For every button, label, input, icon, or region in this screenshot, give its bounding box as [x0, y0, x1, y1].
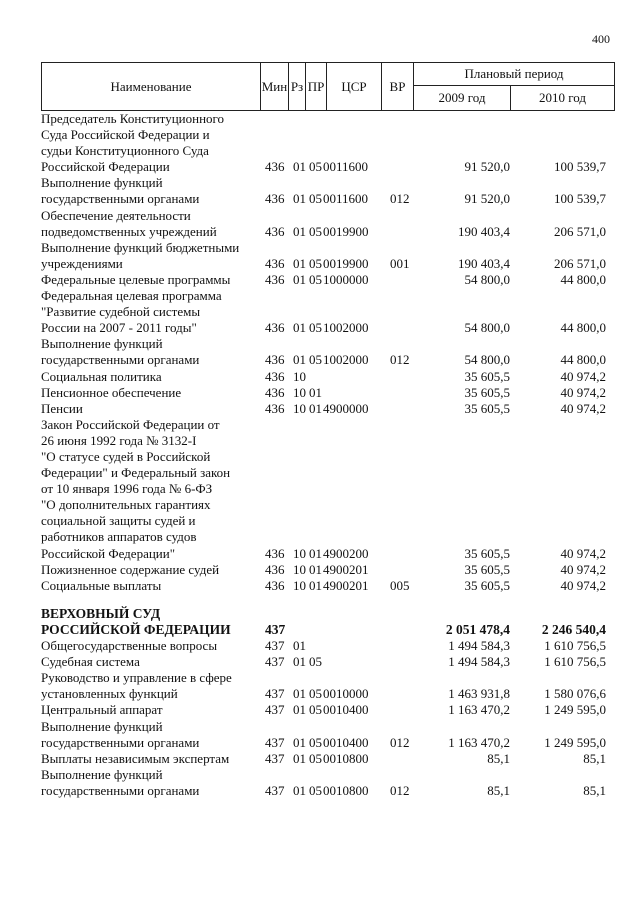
row-min: 436 — [265, 384, 285, 400]
row-name-line: государственными органами — [41, 734, 200, 750]
row-amount-2010: 40 974,2 — [560, 561, 606, 577]
row-min: 437 — [265, 782, 285, 798]
table-row — [0, 417, 640, 562]
row-rz: 01 — [293, 734, 306, 750]
table-row — [0, 401, 640, 417]
row-amount-2009: 35 605,5 — [464, 384, 510, 400]
row-name — [41, 175, 265, 207]
row-csr: 4900200 — [323, 545, 369, 561]
row-amount-2010: 100 539,7 — [554, 191, 606, 207]
row-pr: 05 — [309, 255, 322, 271]
table-row — [0, 175, 640, 207]
row-vr: 012 — [390, 782, 410, 798]
row-name-line: работников аппаратов судов — [41, 529, 197, 545]
row-amount-2009: 35 605,5 — [464, 577, 510, 593]
row-amount-2010: 40 974,2 — [560, 368, 606, 384]
row-name-line: Федеральные целевые программы — [41, 271, 231, 287]
row-amount-2009: 1 494 584,3 — [448, 654, 510, 670]
row-name-line: судьи Конституционного Суда — [41, 143, 209, 159]
row-pr: 05 — [309, 223, 322, 239]
row-min: 436 — [265, 191, 285, 207]
row-name — [41, 288, 265, 336]
row-pr: 01 — [309, 561, 322, 577]
row-pr: 01 — [309, 400, 322, 416]
header-vr: ВР — [382, 63, 414, 110]
header-name: Наименование — [41, 63, 261, 110]
header-year-2010: 2010 год — [511, 86, 615, 110]
row-rz: 01 — [293, 159, 306, 175]
page-number: 400 — [592, 32, 610, 46]
row-min: 436 — [265, 223, 285, 239]
row-min: 436 — [265, 577, 285, 593]
row-rz: 01 — [293, 255, 306, 271]
header-year-2009: 2009 год — [414, 86, 511, 110]
row-name-line: Выплаты независимым экспертам — [41, 750, 230, 766]
row-name — [41, 654, 265, 670]
table-row — [0, 111, 640, 175]
row-amount-2009: 190 403,4 — [458, 223, 510, 239]
row-csr: 0010800 — [323, 782, 369, 798]
row-name — [41, 401, 265, 417]
row-min: 437 — [265, 621, 286, 637]
row-amount-2010: 40 974,2 — [560, 400, 606, 416]
row-csr: 4900000 — [323, 400, 369, 416]
row-amount-2010: 85,1 — [583, 782, 606, 798]
row-pr: 05 — [309, 352, 322, 368]
row-name-line: "О дополнительных гарантиях — [41, 497, 211, 513]
row-name-line: России на 2007 - 2011 годы" — [41, 320, 197, 336]
table-row — [0, 385, 640, 401]
row-csr: 1002000 — [323, 320, 369, 336]
row-amount-2010: 44 800,0 — [560, 320, 606, 336]
row-min: 436 — [265, 368, 285, 384]
row-pr: 05 — [309, 271, 322, 287]
row-name-line: Российской Федерации" — [41, 545, 176, 561]
row-name-line: государственными органами — [41, 191, 200, 207]
row-amount-2009: 35 605,5 — [464, 368, 510, 384]
row-name-line: Российской Федерации — [41, 159, 170, 175]
row-amount-2010: 44 800,0 — [560, 271, 606, 287]
row-csr: 4900201 — [323, 561, 369, 577]
row-min: 436 — [265, 545, 285, 561]
row-name-line: Федерации" и Федеральный закон — [41, 465, 231, 481]
row-rz: 01 — [293, 320, 306, 336]
row-min: 436 — [265, 320, 285, 336]
row-pr: 05 — [309, 734, 322, 750]
header-rz: Рз — [289, 63, 306, 110]
row-min: 436 — [265, 400, 285, 416]
row-pr: 05 — [309, 782, 322, 798]
row-name-line: РОССИЙСКОЙ ФЕДЕРАЦИИ — [41, 621, 231, 637]
row-amount-2010: 1 580 076,6 — [544, 686, 606, 702]
row-rz: 01 — [293, 191, 306, 207]
row-pr: 05 — [309, 159, 322, 175]
row-name — [41, 670, 265, 702]
table-row — [0, 670, 640, 702]
row-name — [41, 111, 265, 175]
row-min: 437 — [265, 702, 285, 718]
row-name-line: "Развитие судебной системы — [41, 304, 201, 320]
table-row — [0, 562, 640, 578]
row-amount-2009: 54 800,0 — [464, 352, 510, 368]
row-name-line: Выполнение функций — [41, 175, 163, 191]
row-min: 437 — [265, 734, 285, 750]
row-rz: 01 — [293, 271, 306, 287]
table-row — [0, 606, 640, 638]
row-amount-2010: 206 571,0 — [554, 223, 606, 239]
row-rz: 10 — [293, 368, 306, 384]
row-amount-2010: 85,1 — [583, 750, 606, 766]
row-min: 436 — [265, 561, 285, 577]
row-name — [41, 751, 265, 767]
row-name-line: Закон Российской Федерации от — [41, 416, 220, 432]
row-amount-2010: 40 974,2 — [560, 545, 606, 561]
row-pr: 01 — [309, 577, 322, 593]
row-amount-2009: 1 163 470,2 — [448, 702, 510, 718]
row-rz: 10 — [293, 384, 306, 400]
table-row — [0, 767, 640, 799]
table-row — [0, 638, 640, 654]
row-name — [41, 562, 265, 578]
header-csr: ЦСР — [327, 63, 382, 110]
row-name — [41, 767, 265, 799]
row-amount-2010: 1 249 595,0 — [544, 734, 606, 750]
row-amount-2009: 1 494 584,3 — [448, 638, 510, 654]
row-name — [41, 385, 265, 401]
table-row — [0, 751, 640, 767]
row-rz: 01 — [293, 782, 306, 798]
row-csr: 0010400 — [323, 702, 369, 718]
row-name — [41, 208, 265, 240]
table-row — [0, 240, 640, 272]
row-name — [41, 369, 265, 385]
row-amount-2009: 2 051 478,4 — [445, 621, 510, 637]
row-name-line: Выполнение функций — [41, 336, 163, 352]
row-pr: 01 — [309, 384, 322, 400]
row-amount-2009: 35 605,5 — [464, 400, 510, 416]
row-amount-2009: 54 800,0 — [464, 271, 510, 287]
row-rz: 01 — [293, 638, 306, 654]
row-name — [41, 638, 265, 654]
row-rz: 01 — [293, 686, 306, 702]
row-name — [41, 336, 265, 368]
row-name-line: Пенсионное обеспечение — [41, 384, 182, 400]
row-pr: 05 — [309, 686, 322, 702]
row-amount-2009: 190 403,4 — [458, 255, 510, 271]
row-amount-2009: 1 163 470,2 — [448, 734, 510, 750]
row-name-line: Обеспечение деятельности — [41, 207, 191, 223]
row-name-line: "О статусе судей в Российской — [41, 449, 211, 464]
row-amount-2009: 85,1 — [487, 750, 510, 766]
row-name — [41, 417, 265, 562]
row-name-line: социальной защиты судей и — [41, 513, 196, 529]
row-vr: 005 — [390, 577, 410, 593]
row-amount-2010: 44 800,0 — [560, 352, 606, 368]
row-csr: 0010400 — [323, 734, 369, 750]
row-amount-2009: 54 800,0 — [464, 320, 510, 336]
row-csr: 0019900 — [323, 223, 369, 239]
row-amount-2009: 91 520,0 — [464, 159, 510, 175]
row-name-line: Суда Российской Федерации и — [41, 127, 210, 143]
table-row — [0, 719, 640, 751]
row-rz: 01 — [293, 223, 306, 239]
table-row — [0, 702, 640, 718]
row-name-line: государственными органами — [41, 352, 200, 368]
row-rz: 10 — [293, 400, 306, 416]
table-row — [0, 654, 640, 670]
row-vr: 001 — [390, 255, 410, 271]
row-name-line: Пенсии — [41, 400, 83, 416]
header-planned-period: Плановый период — [414, 63, 615, 86]
row-name — [41, 606, 265, 638]
row-csr: 0011600 — [323, 159, 369, 175]
row-name-line: учреждениями — [41, 255, 123, 271]
row-name-line: Судебная система — [41, 654, 140, 670]
table-header — [41, 62, 615, 111]
table-body — [0, 111, 640, 799]
row-name — [41, 702, 265, 718]
row-csr: 0011600 — [323, 191, 369, 207]
table-row — [0, 288, 640, 336]
row-name — [41, 272, 265, 288]
row-min: 436 — [265, 255, 285, 271]
header-min: Мин — [261, 63, 289, 110]
row-name-line: от 10 января 1996 года № 6-ФЗ — [41, 481, 213, 497]
row-amount-2010: 40 974,2 — [560, 384, 606, 400]
row-amount-2010: 1 610 756,5 — [544, 638, 606, 654]
row-name — [41, 719, 265, 751]
row-rz: 10 — [293, 545, 306, 561]
row-min: 436 — [265, 271, 285, 287]
row-vr: 012 — [390, 352, 410, 368]
row-name-line: Выполнение функций бюджетными — [41, 239, 240, 255]
row-csr: 1002000 — [323, 352, 369, 368]
row-pr: 05 — [309, 191, 322, 207]
table-row — [0, 369, 640, 385]
row-name-line: 26 июня 1992 года № 3132-I — [41, 432, 197, 448]
row-pr: 01 — [309, 545, 322, 561]
row-min: 437 — [265, 686, 285, 702]
row-amount-2010: 40 974,2 — [560, 577, 606, 593]
row-amount-2010: 2 246 540,4 — [541, 621, 606, 637]
row-name-line: установленных функций — [41, 686, 178, 702]
row-pr: 05 — [309, 750, 322, 766]
row-amount-2010: 206 571,0 — [554, 255, 606, 271]
row-pr: 05 — [309, 702, 322, 718]
row-amount-2009: 35 605,5 — [464, 545, 510, 561]
row-name — [41, 240, 265, 272]
row-amount-2010: 1 610 756,5 — [544, 654, 606, 670]
row-name-line: Пожизненное содержание судей — [41, 561, 220, 577]
row-vr: 012 — [390, 734, 410, 750]
row-name-line: Федеральная целевая программа — [41, 288, 222, 304]
row-amount-2010: 1 249 595,0 — [544, 702, 606, 718]
row-min: 437 — [265, 654, 285, 670]
row-name-line: Выполнение функций — [41, 766, 163, 782]
row-name-line: Социальные выплаты — [41, 577, 162, 593]
table-row — [0, 208, 640, 240]
row-rz: 01 — [293, 654, 306, 670]
row-min: 436 — [265, 159, 285, 175]
row-name — [41, 578, 265, 594]
row-pr: 05 — [309, 320, 322, 336]
row-name-line: Общегосударственные вопросы — [41, 638, 218, 654]
row-rz: 10 — [293, 577, 306, 593]
table-row — [0, 578, 640, 594]
row-pr: 05 — [309, 654, 322, 670]
row-name-line: ВЕРХОВНЫЙ СУД — [41, 605, 161, 621]
row-rz: 01 — [293, 750, 306, 766]
row-name-line: Председатель Конституционного — [41, 111, 225, 126]
row-min: 437 — [265, 750, 285, 766]
header-pr: ПР — [306, 63, 327, 110]
row-name-line: Руководство и управление в сфере — [41, 670, 232, 686]
row-csr: 0010800 — [323, 750, 369, 766]
row-name-line: Выполнение функций — [41, 718, 163, 734]
table-row — [0, 336, 640, 368]
row-min: 437 — [265, 638, 285, 654]
row-rz: 10 — [293, 561, 306, 577]
row-csr: 0010000 — [323, 686, 369, 702]
row-amount-2009: 85,1 — [487, 782, 510, 798]
row-vr: 012 — [390, 191, 410, 207]
row-amount-2009: 91 520,0 — [464, 191, 510, 207]
row-csr: 1000000 — [323, 271, 369, 287]
row-rz: 01 — [293, 352, 306, 368]
row-csr: 4900201 — [323, 577, 369, 593]
row-amount-2010: 100 539,7 — [554, 159, 606, 175]
row-csr: 0019900 — [323, 255, 369, 271]
table-row — [0, 272, 640, 288]
row-min: 436 — [265, 352, 285, 368]
row-name-line: Социальная политика — [41, 368, 162, 384]
row-rz: 01 — [293, 702, 306, 718]
row-name-line: подведомственных учреждений — [41, 223, 217, 239]
row-name-line: государственными органами — [41, 782, 200, 798]
row-amount-2009: 35 605,5 — [464, 561, 510, 577]
row-name-line: Центральный аппарат — [41, 702, 163, 718]
row-amount-2009: 1 463 931,8 — [448, 686, 510, 702]
